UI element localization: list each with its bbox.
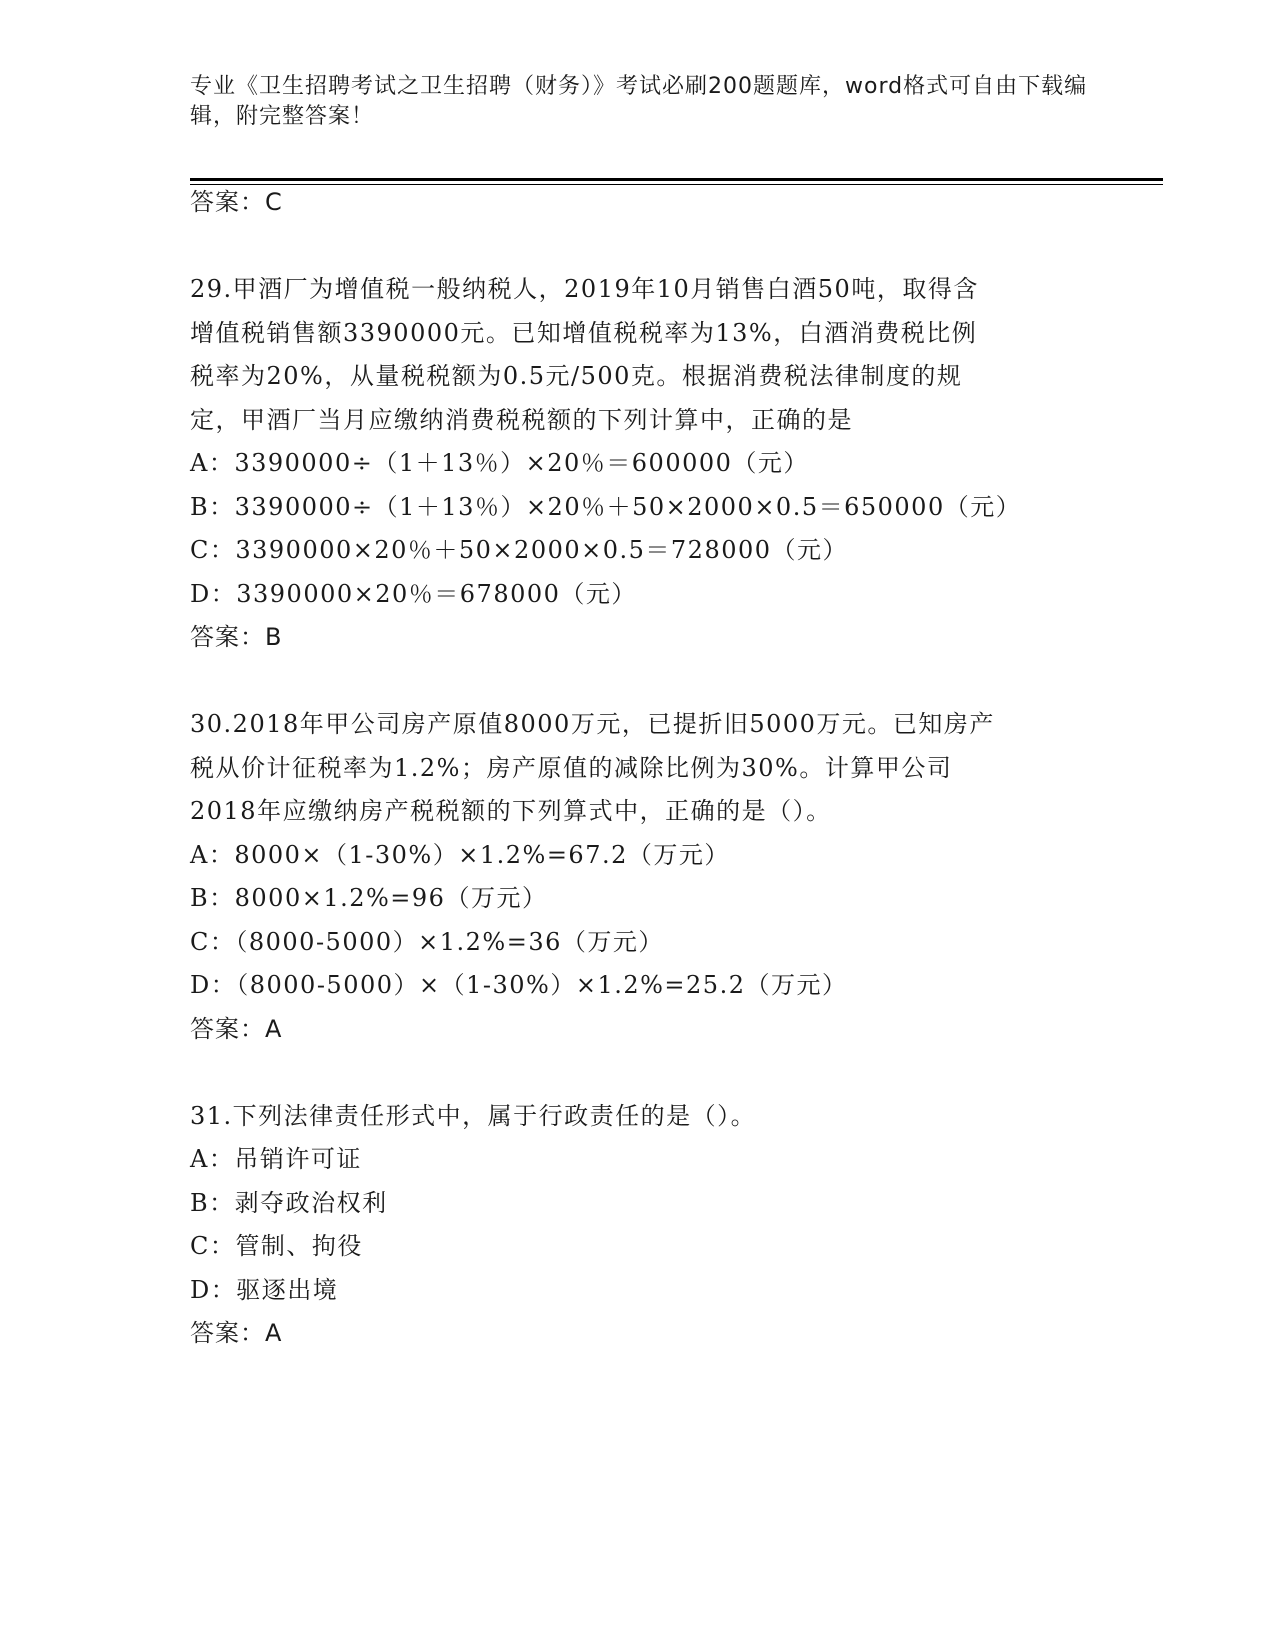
question-31-option-b: B：剥夺政治权利 xyxy=(190,1189,388,1217)
question-30-stem-line: 税从价计征税率为1.2%；房产原值的减除比例为30%。计算甲公司 xyxy=(190,754,953,782)
header-rule-thin xyxy=(190,184,1163,185)
previous-answer: 答案：C xyxy=(190,188,283,216)
question-29-option-d: D：3390000×20％＝678000（元） xyxy=(190,580,637,608)
question-30-stem-line: 2018年应缴纳房产税税额的下列算式中，正确的是（）。 xyxy=(190,797,832,825)
question-29-stem-line: 29.甲酒厂为增值税一般纳税人，2019年10月销售白酒50吨，取得含 xyxy=(190,275,979,303)
question-29-option-c: C：3390000×20％＋50×2000×0.5＝728000（元） xyxy=(190,536,849,564)
question-30-answer: 答案：A xyxy=(190,1015,283,1043)
question-30-stem-line: 30.2018年甲公司房产原值8000万元，已提折旧5000万元。已知房产 xyxy=(190,710,995,738)
question-31-option-a: A：吊销许可证 xyxy=(190,1145,362,1173)
document-header: 专业《卫生招聘考试之卫生招聘（财务）》考试必刷200题题库，word格式可自由下载编辑，附完整答案！ xyxy=(190,74,1088,129)
question-30-option-a: A：8000×（1-30%）×1.2%=67.2（万元） xyxy=(190,841,730,869)
question-31-option-c: C：管制、拘役 xyxy=(190,1232,363,1260)
question-31-answer: 答案：A xyxy=(190,1319,283,1347)
question-30-option-c: C：（8000-5000）×1.2%=36（万元） xyxy=(190,928,664,956)
question-29-option-b: B：3390000÷（1＋13％）×20％＋50×2000×0.5＝650000（元） xyxy=(190,493,1022,521)
question-30-option-d: D：（8000-5000）×（1-30%）×1.2%=25.2（万元） xyxy=(190,971,848,999)
question-29-stem-line: 税率为20%，从量税税额为0.5元/500克。根据消费税法律制度的规 xyxy=(190,362,963,390)
question-31-stem-line: 31.下列法律责任形式中，属于行政责任的是（）。 xyxy=(190,1102,757,1130)
question-29-answer: 答案：B xyxy=(190,623,283,651)
question-29-stem-line: 增值税销售额3390000元。已知增值税税率为13%，白酒消费税比例 xyxy=(190,319,978,347)
question-31-option-d: D：驱逐出境 xyxy=(190,1276,339,1304)
question-30-option-b: B：8000×1.2%=96（万元） xyxy=(190,884,548,912)
header-rule xyxy=(190,178,1163,181)
question-29-stem-line: 定，甲酒厂当月应缴纳消费税税额的下列计算中，正确的是 xyxy=(190,406,853,434)
question-29-option-a: A：3390000÷（1＋13％）×20％＝600000（元） xyxy=(190,449,809,477)
